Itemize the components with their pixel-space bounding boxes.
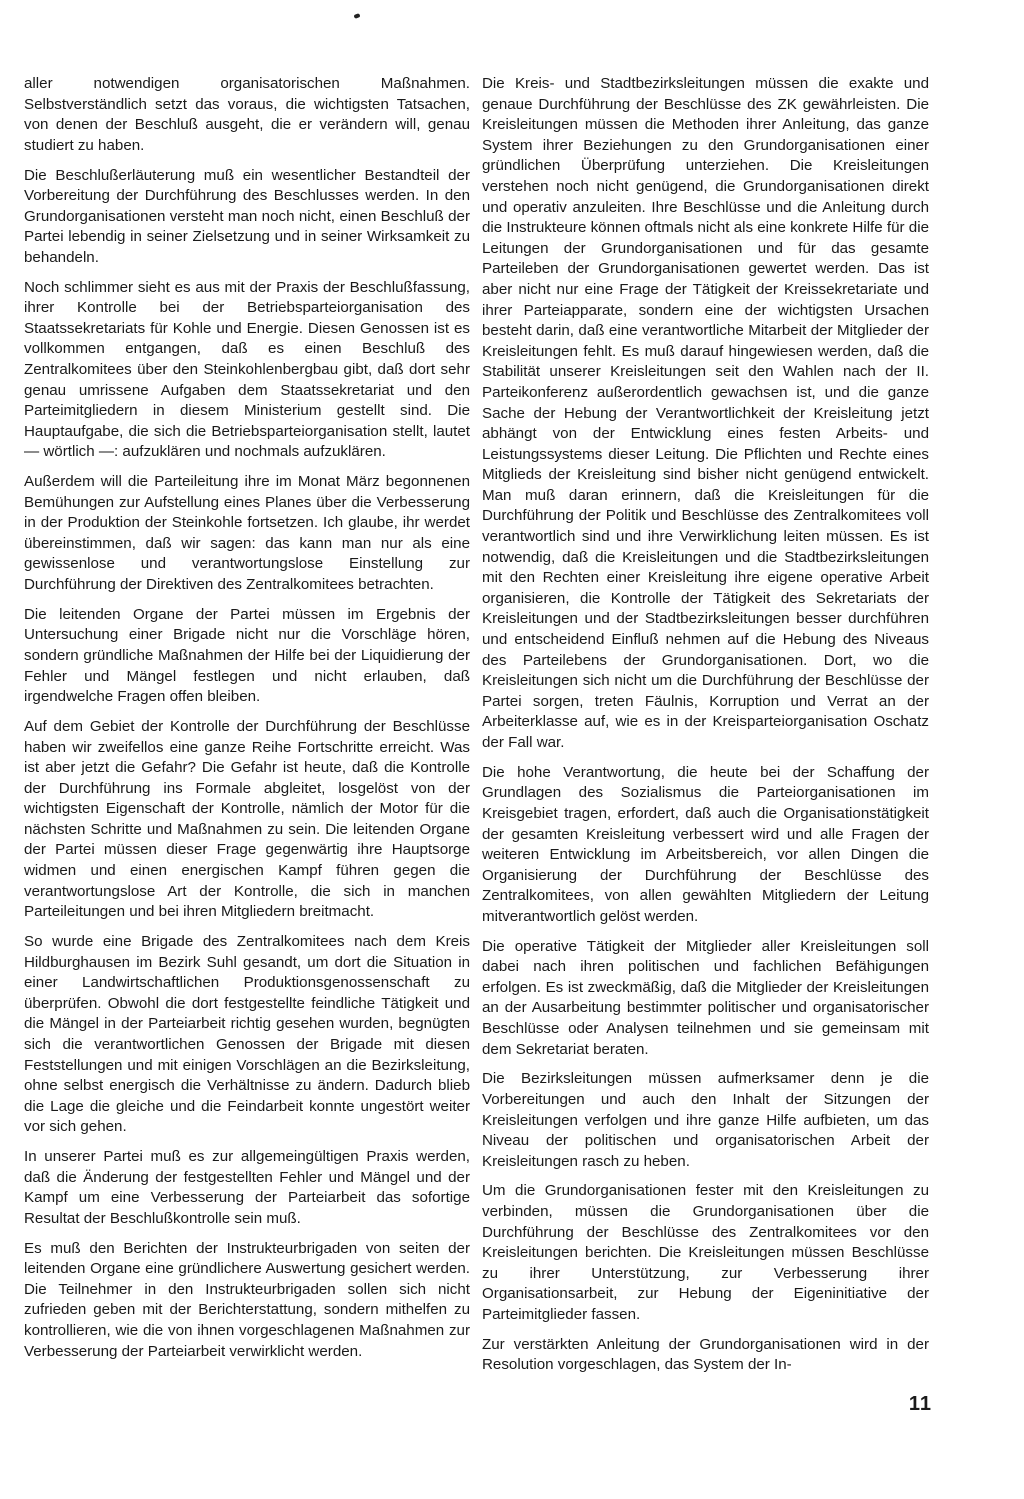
- page-number: 11: [908, 1393, 932, 1415]
- right-column: [482, 74, 929, 1385]
- paragraph: Die Bezirksleitungen müssen aufmerksamer denn je die Vorbereitungen und auch den Inhalt der Sitzungen der Kreisleitungen verfolgen und ihre ganze Hilfe aufbieten, um das Niveau der politischen und organisatorischen Arbeit der Kreisleitungen rasch zu heben.: [482, 1070, 929, 1170]
- paragraph: In unserer Partei muß es zur allgemeingültigen Praxis werden, daß die Änderung der festgestellten Fehler und Mängel und der Kampf um eine Verbesserung der Parteiarbeit das sofortige Resultat der Beschlußkontrolle sein muß.: [24, 1148, 470, 1227]
- left-column: [24, 74, 470, 1371]
- paragraph: Die operative Tätigkeit der Mitglieder aller Kreisleitungen soll dabei nach ihren politischen und fachlichen Befähigungen erfolgen. Es ist zweckmäßig, daß die Mitglieder der Kreisleitungen an der Ausarbeitung bestimmter politischer und organisatorischer Beschlüsse oder Analysen teilnehmen und sie gemeinsam mit dem Sekretariat beraten.: [482, 937, 929, 1058]
- print-mark: [353, 13, 360, 19]
- paragraph: Die leitenden Organe der Partei müssen im Ergebnis der Untersuchung einer Brigade nicht nur die Vorschläge hören, sondern gründliche Maßnahmen der Hilfe bei der Liquidierung der Fehler und Mängel festlegen und nicht erlauben, daß irgendwelche Fragen offen bleiben.: [24, 605, 470, 706]
- paragraph: Die hohe Verantwortung, die heute bei der Schaffung der Grundlagen des Sozialismus die Parteiorganisationen im Kreisgebiet tragen, erfordert, daß auch die Organisationstätigkeit der gesamten Kreisleitung verbessert wird und alle Fragen der weiteren Entwicklung im Arbeitsbereich, vor allen Dingen die Organisierung der Durchführung der Beschlüsse des Zentralkomitees, von allen gewählten Mitgliedern der Leitung mitverantwortlich gelöst werden.: [482, 763, 929, 925]
- paragraph: Noch schlimmer sieht es aus mit der Praxis der Beschlußfassung, ihrer Kontrolle bei der Betriebsparteiorganisation des Staatssekretariats für Kohle und Energie. Diesen Genossen ist es vollkommen entgangen, daß es einen Beschluß des Zentralkomitees über den Steinkohlenbergbau gibt, daß dort sehr genau umrissene Aufgaben dem Staatssekretariat und den Parteimitgliedern in diesem Ministerium gestellt sind. Die Hauptaufgabe, die sich die Betriebsparteiorganisation stellt, lautet — wörtlich —: aufzuklären und nochmals aufzuklären.: [24, 278, 470, 461]
- paragraph: Um die Grundorganisationen fester mit den Kreisleitungen zu verbinden, müssen die Grundorganisationen über die Durchführung der Beschlüsse des Zentralkomitees vor den Kreisleitungen berichten. Die Kreisleitungen müssen Beschlüsse zu ihrer Unterstützung, zur Verbesserung ihrer Organisationsarbeit, zur Hebung der Eigeninitiative der Parteimitglieder fassen.: [482, 1182, 929, 1323]
- paragraph: Außerdem will die Parteileitung ihre im Monat März begonnenen Bemühungen zur Aufstellung eines Planes über die Verbesserung in der Produktion der Steinkohle fortsetzen. Ich glaube, ihr werdet übereinstimmen, daß wir sagen: das kann man nur als eine gewissenlose und verantwortungslose Einstellung zur Durchführung der Direktiven des Zentralkomitees betrachten.: [24, 473, 470, 594]
- paragraph: Zur verstärkten Anleitung der Grundorganisationen wird in der Resolution vorgeschlagen, das System der In-: [482, 1335, 929, 1374]
- paragraph: Die Kreis- und Stadtbezirksleitungen müssen die exakte und genaue Durchführung der Beschlüsse des ZK gewährleisten. Die Kreisleitungen müssen die Methoden ihrer Anleitung, das ganze System ihrer Beziehungen zu den Grundorganisationen einer gründlichen Überprüfung unterziehen. Die Kreisleitungen verstehen noch nicht genügend, die Grundorganisationen direkt und operativ anzuleiten. Ihre Beschlüsse und die Anleitung durch die Instrukteure können oftmals nicht als eine konkrete Hilfe für die Leitungen der Grundorganisationen und für das gesamte Parteileben der Grundorganisationen gewertet werden. Das ist aber nicht nur eine Frage der Tätigkeit der Kreissekretariate und ihrer Parteiapparate, sondern eine der wichtigsten Ursachen besteht darin, daß eine verantwortliche Mitarbeit der Mitglieder der Kreisleitungen fehlt. Es muß darauf hingewiesen werden, daß die Stabilität unserer Kreisleitungen seit den Wahlen nach der II. Parteikonferenz außerordentlich gewachsen ist, und die ganze Sache der Hebung der Verantwortlichkeit der Kreisleitung jetzt abhängt von der Entwicklung eines festen Arbeits- und Leistungssystems dieser Leitung. Die Pflichten und Rechte eines Mitglieds der Kreisleitung sind bisher nicht genügend entwickelt. Man muß daran erinnern, daß die Kreisleitungen für die Durchführung der Politik und Beschlüsse des Zentralkomitees voll verantwortlich sind und ihre Verwirklichung leiten müssen. Es ist notwendig, daß die Kreisleitungen und die Stadtbezirksleitungen mit den Rechten einer Kreisleitung ihre eigene operative Arbeit organisieren, die Kontrolle der Tätigkeit des Sekretariats der Kreisleitungen und der Stadtbezirksleitungen besser durchführen und entscheidend Einfluß nehmen auf die Hebung des Niveaus des Parteilebens der Grundorganisationen. Dort, wo die Kreisleitungen sich nicht um die Durchführung der Beschlüsse der Partei sorgen, treten Fäulnis, Korruption und Verrat an der Arbeiterklasse auf, wie es in der Kreisparteiorganisation Oschatz der Fall war.: [482, 75, 929, 751]
- paragraph: aller notwendigen organisatorischen Maßnahmen. Selbstverständlich setzt das voraus, die wichtigsten Tatsachen, von denen der Beschluß ausgeht, die er verändern will, genau studiert zu haben.: [24, 75, 470, 154]
- paragraph: So wurde eine Brigade des Zentralkomitees nach dem Kreis Hildburghausen im Bezirk Suhl gesandt, um dort die Situation in einer Landwirtschaftlichen Produktionsgenossenschaft zu überprüfen. Obwohl die dort festgestellte feindliche Tätigkeit und die Mängel in der Parteiarbeit richtig gesehen wurden, begnügten sich die verantwortlichen Genossen der Brigade mit diesen Feststellungen und mit einigen Vorschlägen an die Bezirksleitung, ohne selbst energisch die Verhältnisse zu ändern. Dadurch blieb die Lage die gleiche und die Feindarbeit konnte ungestört weiter vor sich gehen.: [24, 933, 470, 1136]
- paragraph: Es muß den Berichten der Instrukteurbrigaden von seiten der leitenden Organe eine gründlichere Auswertung gesichert werden. Die Teilnehmer in den Instrukteurbrigaden sollen sich nicht zufrieden geben mit der Berichterstattung, sondern mithelfen zu kontrollieren, wie die von ihnen vorgeschlagenen Maßnahmen zur Verbesserung der Parteiarbeit verwirklicht werden.: [24, 1239, 470, 1360]
- paragraph: Die Beschlußerläuterung muß ein wesentlicher Bestandteil der Vorbereitung der Durchführung des Beschlusses werden. In den Grundorganisationen versteht man noch nicht, einen Beschluß der Partei lebendig in seiner Zielsetzung und in seiner Wirksamkeit zu behandeln.: [24, 166, 470, 266]
- paragraph: Auf dem Gebiet der Kontrolle der Durchführung der Beschlüsse haben wir zweifellos eine ganze Reihe Fortschritte erreicht. Was ist aber jetzt die Gefahr? Die Gefahr ist heute, daß die Kontrolle der Durchführung ins Formale abgleitet, losgelöst von der wichtigsten Eigenschaft der Kontrolle, nämlich der Motor für die nächsten Schritte und Maßnahmen zu sein. Die leitenden Organe der Partei müssen dieser Frage gegenwärtig ihre Hauptsorge widmen und einen energischen Kampf führen gegen die verantwortungslose Art der Kontrolle, die sich in manchen Parteileitungen und bei ihren Mitgliedern breitmacht.: [24, 717, 470, 921]
